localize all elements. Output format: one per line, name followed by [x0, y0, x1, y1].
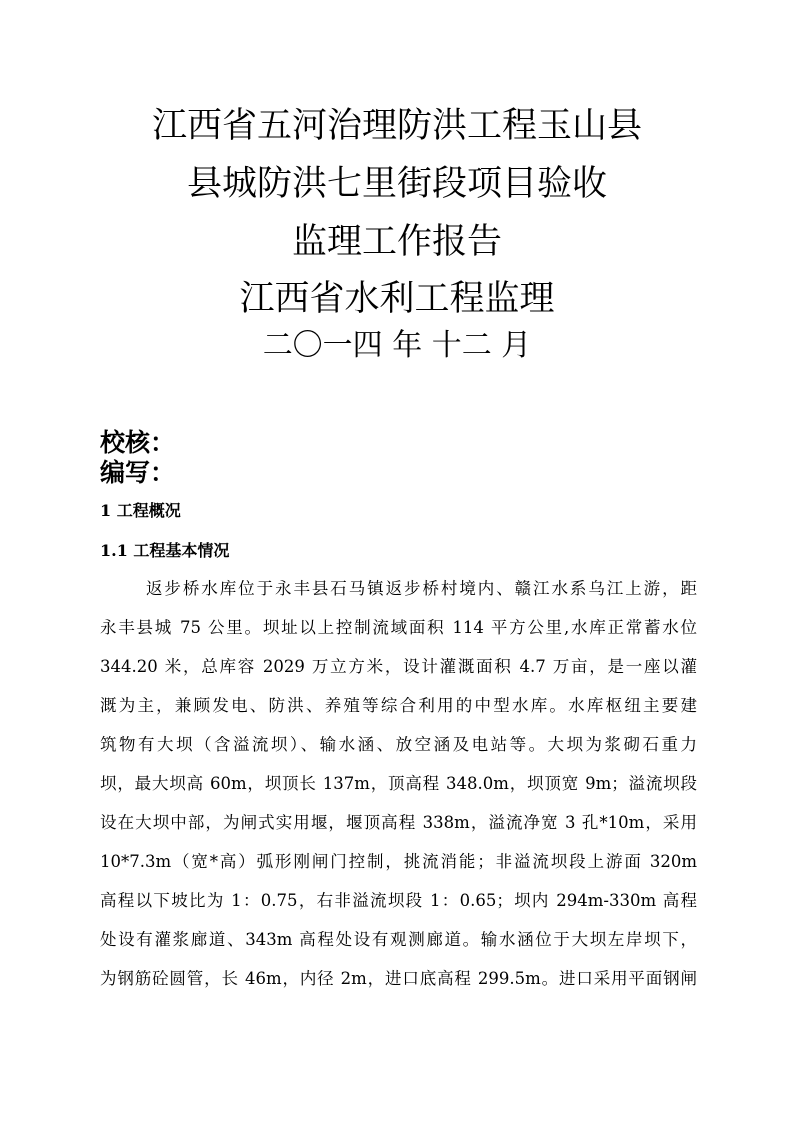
write-label: 编写： [100, 458, 176, 487]
paragraph-line: 为钢筋砼圆管，长 46m，内径 2m，进口底高程 299.5m。进口采用平面钢闸 [100, 969, 697, 988]
paragraph-line: 10*7.3m（宽*高）弧形刚闸门控制，挑流消能；非溢流坝段上游面 320m [100, 852, 697, 871]
paragraph-line: 处设有灌浆廊道、343m 高程处设有观测廊道。输水涵位于大坝左岸坝下， [100, 930, 697, 949]
paragraph-line: 永丰县城 75 公里。坝址以上控制流域面积 114 平方公里,水库正常蓄水位 [100, 618, 697, 637]
paragraph-line: 高程以下坡比为 1：0.75，右非溢流坝段 1：0.65；坝内 294m-330m 高程 [100, 891, 697, 910]
paragraph-line: 344.20 米，总库容 2029 万立方米，设计灌溉面积 4.7 万亩，是一座以灌 [100, 657, 697, 676]
cover-title-line-3: 监理工作报告 [291, 222, 502, 262]
review-label: 校核： [100, 428, 176, 457]
paragraph-line: 筑物有大坝（含溢流坝）、输水涵、放空涵及电站等。大坝为浆砌石重力 [100, 735, 697, 754]
paragraph-line: 返步桥水库位于永丰县石马镇返步桥村境内、赣江水系乌江上游，距 [146, 579, 697, 598]
paragraph-line: 设在大坝中部，为闸式实用堰，堰顶高程 338m，溢流净宽 3 孔*10m，采用 [100, 813, 697, 832]
report-date: 二〇一四 年 十二 月 [262, 328, 532, 363]
cover-title-line-2: 县城防洪七里街段项目验收 [186, 164, 607, 204]
paragraph-line: 坝，最大坝高 60m，坝顶长 137m，顶高程 348.0m，坝顶宽 9m；溢流坝段 [100, 774, 697, 793]
section-heading: 1 工程概况 [100, 501, 181, 520]
paragraph-line: 溉为主，兼顾发电、防洪、养殖等综合利用的中型水库。水库枢纽主要建 [100, 696, 697, 715]
subsection-heading: 1.1 工程基本情况 [100, 541, 230, 560]
cover-title-line-4: 江西省水利工程监理 [239, 279, 555, 319]
cover-title-line-1: 江西省五河治理防洪工程玉山县 [151, 106, 642, 146]
